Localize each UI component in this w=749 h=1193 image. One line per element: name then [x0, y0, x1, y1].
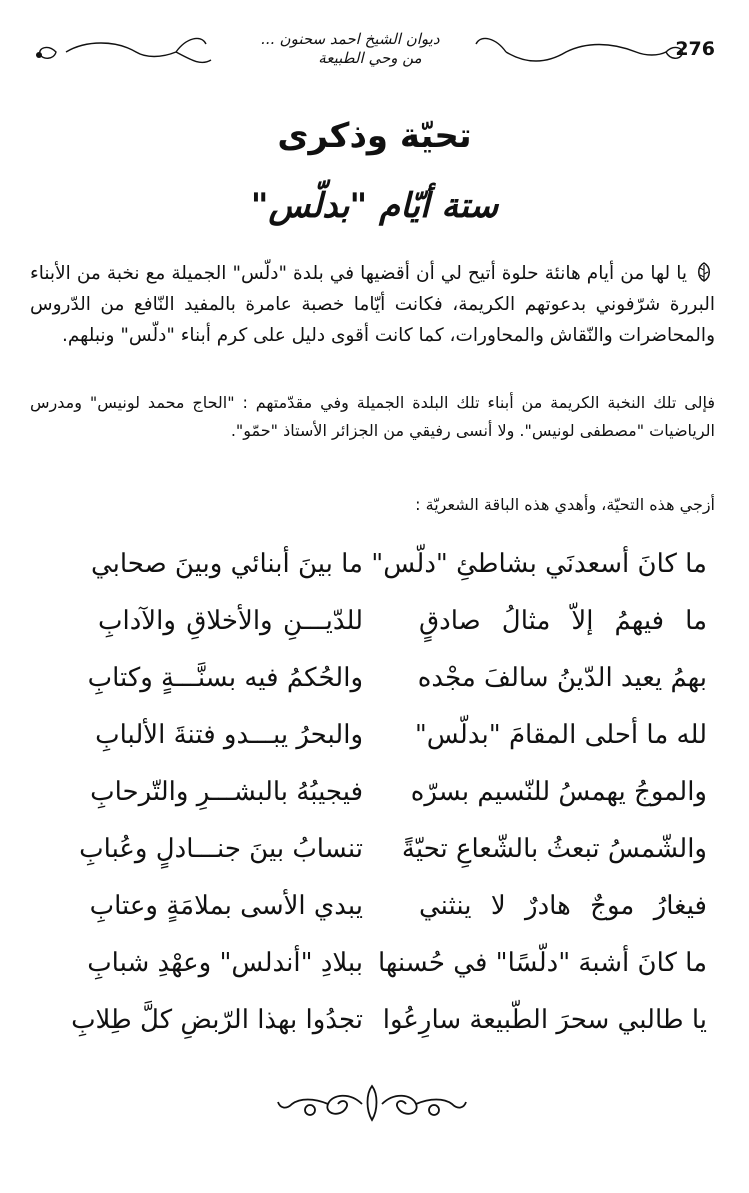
verse — [0, 996, 749, 1056]
verse — [0, 882, 749, 942]
running-title-line2: من وحي الطبيعة — [318, 49, 422, 67]
verse — [0, 654, 749, 714]
verse — [0, 540, 749, 600]
verse — [0, 768, 749, 828]
running-title — [200, 30, 500, 68]
verse-second-hemistich: ما بينَ أبنائي وبينَ صحابي — [90, 549, 363, 579]
running-title-line1: ديوان الشيخ احمد سحنون ... — [260, 30, 440, 48]
dedication-paragraph: فإلى تلك النخبة الكريمة من أبناء تلك البلدة الجميلة وفي مقدّمتهم : "الحاج محمد لونيس" ومدرس الرياضيات "مصطفى لونيس". ولا أنسى رفيقي من الجزائر الأستاذ "حمّو". — [30, 393, 715, 440]
offering-paragraph: أزجي هذه التحيّة، وأهدي هذه الباقة الشعريّة : — [415, 495, 715, 514]
footer-ornament-icon — [270, 1080, 475, 1126]
verse-second-hemistich: ببلادِ "أندلس" وعهْدِ شبابِ — [87, 948, 363, 978]
intro-text: يا لها من أيام هانئة حلوة أتيح لي أن أقضيها في بلدة "دلّس" الجميلة مع نخبة من الأبناء البررة شرّفوني بدعوتهم الكريمة، فكانت أيّاما خصبة عامرة بالمفيد النّافع من الدّروس والمحاضرات والنّقاش والمحاورات، كما كانت أقوى دليل على كرم أبناء "دلّس" ونبلهم. — [30, 263, 715, 346]
page-number: 276 — [675, 38, 715, 60]
verse — [0, 597, 749, 657]
verse — [0, 825, 749, 885]
poem — [0, 540, 749, 1060]
verse-second-hemistich: تنسابُ بينَ جنـــادلٍ وعُبابِ — [79, 834, 363, 864]
verse-second-hemistich: فيجيبُهُ بالبشـــرِ والتّرحابِ — [90, 777, 363, 807]
verse-first-hemistich: ما فيهمُ إلاّ مثالُ صادقٍ — [419, 606, 707, 636]
verse-first-hemistich: يا طالبي سحرَ الطّبيعة سارِعُوا — [382, 1005, 707, 1035]
verse-first-hemistich: والموجُ يهمسُ للنّسيم بسرّه — [410, 777, 707, 807]
verse-second-hemistich: للدّيـــنِ والأخلاقِ والآدابِ — [98, 606, 363, 636]
verse — [0, 711, 749, 771]
verse-first-hemistich: لله ما أحلى المقامَ "بدلّس" — [414, 720, 707, 750]
verse-second-hemistich: والحُكمُ فيه بسنَّـــةٍ وكتابِ — [87, 663, 363, 693]
verse-first-hemistich: ما كانَ أشبهَ "دلّسًا" في حُسنها — [377, 948, 707, 978]
intro-paragraph — [30, 258, 715, 351]
verse-first-hemistich: فيغارُ موجٌ هادرٌ لا ينثني — [419, 891, 707, 921]
verse-first-hemistich: بهمُ يعيد الدّينُ سالفَ مجْده — [417, 663, 707, 693]
verse — [0, 939, 749, 999]
verse-second-hemistich: تجدُوا بهذا الرّبضِ كلَّ طِلابِ — [71, 1005, 363, 1035]
leaf-icon — [693, 261, 715, 283]
verse-second-hemistich: والبحرُ يبـــدو فتنةَ الألبابِ — [95, 720, 363, 750]
verse-first-hemistich: ما كانَ أسعدنَي بشاطئِ "دلّس" — [371, 549, 707, 579]
verse-first-hemistich: والشّمسُ تبعثُ بالشّعاعِ تحيّةً — [401, 834, 707, 864]
poem-subtitle: ستة أيّام "بدلّس" — [250, 186, 499, 226]
poem-title: تحيّة وذكرى — [277, 116, 472, 156]
header-dot-icon — [36, 52, 42, 58]
verse-second-hemistich: يبدي الأسى بملامَةٍ وعتابِ — [89, 891, 363, 921]
